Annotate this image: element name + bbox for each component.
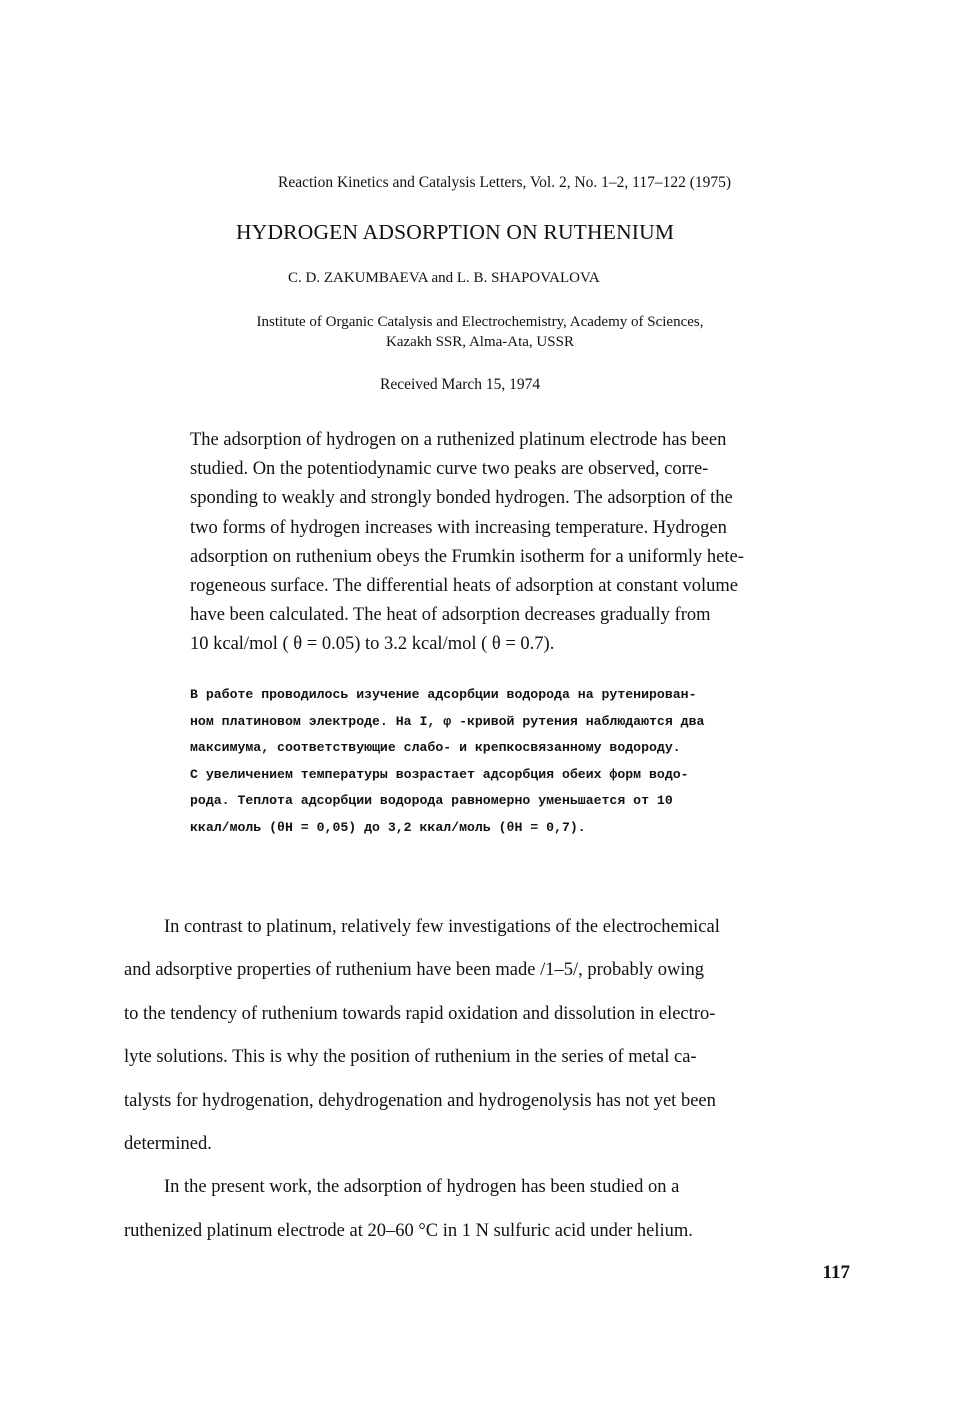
- abstract-line: The adsorption of hydrogen on a ruthenized platinum electrode has been: [190, 430, 727, 450]
- abstract-russian: [190, 682, 870, 841]
- abstract-ru-line: ккал/моль (θН = 0,05) до 3,2 ккал/моль (θН = 0,7).: [190, 819, 586, 835]
- abstract-line: 10 kcal/mol ( θ = 0.05) to 3.2 kcal/mol ( θ = 0.7).: [190, 634, 555, 655]
- abstract-english: [190, 426, 830, 660]
- affiliation: [200, 312, 760, 352]
- journal-citation: Reaction Kinetics and Catalysis Letters, Vol. 2, No. 1–2, 117–122 (1975): [278, 174, 732, 191]
- body-line: determined.: [124, 1133, 212, 1154]
- body-line: ruthenized platinum electrode at 20–60 °C in 1 N sulfuric acid under helium.: [124, 1220, 693, 1241]
- body-line: In contrast to platinum, relatively few investigations of the electrochemical: [164, 917, 720, 937]
- paper-title: HYDROGEN ADSORPTION ON RUTHENIUM: [236, 220, 675, 244]
- body-line: In the present work, the adsorption of hydrogen has been studied on a: [164, 1177, 680, 1198]
- abstract-ru-line: С увеличением температуры возрастает адсорбция обеих форм водо-: [190, 766, 689, 782]
- abstract-line: studied. On the potentiodynamic curve two peaks are observed, corre-: [190, 459, 709, 480]
- abstract-ru-line: ном платиновом электроде. На I, φ -кривой рутения наблюдаются два: [190, 713, 705, 729]
- abstract-ru-line: В работе проводилось изучение адсорбции водорода на рутенирован-: [190, 687, 697, 702]
- body-text: [124, 906, 854, 1253]
- received-date: Received March 15, 1974: [380, 376, 541, 393]
- abstract-ru-line: максимума, соответствующие слабо- и крепкосвязанному водороду.: [190, 740, 681, 755]
- body-line: talysts for hydrogenation, dehydrogenation and hydrogenolysis has not yet been: [124, 1090, 716, 1111]
- abstract-line: adsorption on ruthenium obeys the Frumkin isotherm for a uniformly hete-: [190, 546, 744, 567]
- body-line: to the tendency of ruthenium towards rapid oxidation and dissolution in electro-: [124, 1003, 716, 1024]
- abstract-line: rogeneous surface. The differential heats of adsorption at constant volume: [190, 575, 738, 596]
- abstract-ru-line: рода. Теплота адсорбции водорода равномерно уменьшается от 10: [190, 793, 673, 808]
- abstract-line: sponding to weakly and strongly bonded hydrogen. The adsorption of the: [190, 488, 733, 509]
- body-line: lyte solutions. This is why the position of ruthenium in the series of metal ca-: [124, 1047, 697, 1068]
- body-line: and adsorptive properties of ruthenium have been made /1–5/, probably owing: [124, 960, 705, 981]
- abstract-line: have been calculated. The heat of adsorption decreases gradually from: [190, 605, 711, 626]
- page-number: 117: [822, 1262, 850, 1283]
- affiliation-line: Kazakh SSR, Alma-Ata, USSR: [386, 334, 574, 350]
- abstract-line: two forms of hydrogen increases with increasing temperature. Hydrogen: [190, 517, 727, 538]
- authors: C. D. ZAKUMBAEVA and L. B. SHAPOVALOVA: [288, 270, 600, 286]
- affiliation-line: Institute of Organic Catalysis and Electrochemistry, Academy of Sciences,: [256, 314, 704, 330]
